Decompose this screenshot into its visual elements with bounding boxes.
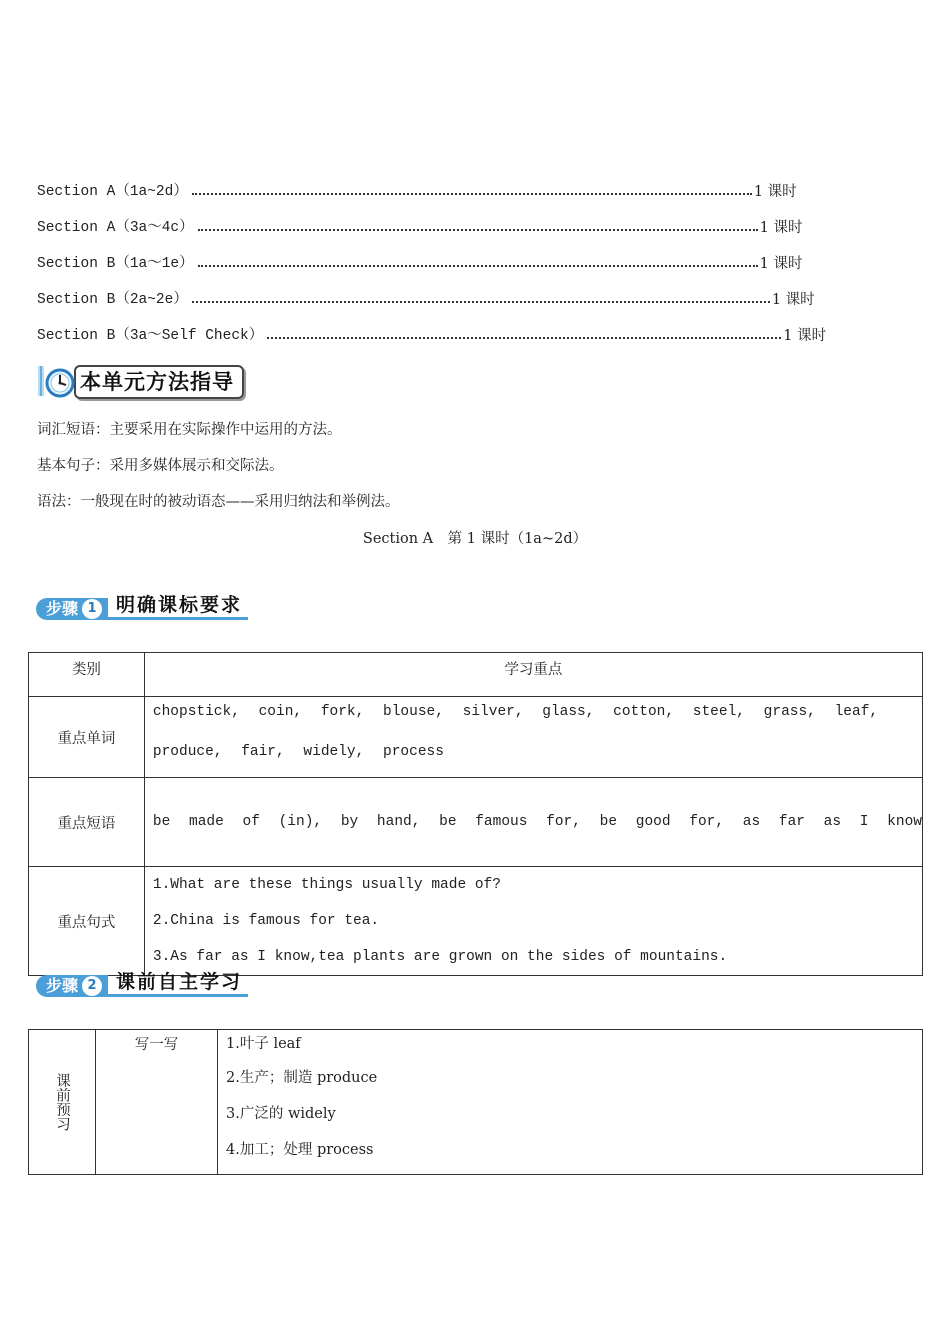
step-number: 1 bbox=[82, 599, 102, 619]
table-row bbox=[29, 697, 923, 778]
preview-table bbox=[28, 1029, 923, 1175]
schedule-line bbox=[37, 182, 797, 202]
leader-dots bbox=[192, 193, 752, 195]
schedule-label: Section A（1a~2d） bbox=[37, 184, 188, 200]
leader-dots bbox=[192, 301, 770, 303]
schedule-line bbox=[37, 218, 802, 238]
step-badge bbox=[36, 975, 108, 997]
row-text: be made of (in), by hand, be famous for, be good for, as far as I know bbox=[152, 814, 922, 830]
header-category: 类别 bbox=[29, 653, 145, 697]
schedule-label: Section B（1a～1e） bbox=[37, 256, 194, 272]
step1-banner bbox=[36, 594, 248, 620]
row-category: 重点句式 bbox=[29, 867, 145, 976]
schedule-hours: 1 课时 bbox=[771, 292, 815, 308]
row-category: 重点短语 bbox=[29, 778, 145, 867]
row-text: 1.What are these things usually made of? bbox=[152, 877, 501, 893]
method-title: 本单元方法指导 bbox=[74, 365, 244, 399]
lesson-title: Section A 第 1 课时（1a~2d） bbox=[362, 531, 588, 547]
schedule-line bbox=[37, 290, 815, 310]
preview-item: 3.广泛的 widely bbox=[226, 1106, 336, 1122]
row-text: 2.China is famous for tea. bbox=[152, 913, 380, 929]
leader-dots bbox=[198, 265, 758, 267]
step-number: 2 bbox=[82, 976, 102, 996]
table-header-row bbox=[29, 653, 923, 697]
table-row bbox=[29, 867, 923, 976]
leader-dots bbox=[267, 337, 781, 339]
step-title: 课前自主学习 bbox=[108, 970, 248, 997]
schedule-line bbox=[37, 326, 826, 346]
objectives-table bbox=[28, 652, 923, 976]
schedule-hours: 1 课时 bbox=[753, 184, 797, 200]
row-text: chopstick, coin, fork, blouse, silver, glass, cotton, steel, grass, leaf, bbox=[152, 704, 879, 720]
method-item: 基本句子：采用多媒体展示和交际法。 bbox=[37, 458, 284, 474]
step-badge bbox=[36, 598, 108, 620]
method-item: 语法：一般现在时的被动语态——采用归纳法和举例法。 bbox=[37, 494, 400, 510]
schedule-label: Section B（3a～Self Check） bbox=[37, 328, 264, 344]
preview-item: 1.叶子 leaf bbox=[226, 1036, 301, 1052]
step-label: 步骤 bbox=[46, 599, 79, 618]
method-banner bbox=[36, 364, 244, 400]
clock-icon bbox=[36, 364, 76, 400]
header-focus: 学习重点 bbox=[144, 653, 922, 697]
schedule-hours: 1 课时 bbox=[783, 328, 827, 344]
row-text: produce, fair, widely, process bbox=[152, 744, 444, 760]
preview-item: 2.生产；制造 produce bbox=[226, 1070, 378, 1086]
step2-banner bbox=[36, 971, 248, 997]
schedule-label: Section B（2a~2e） bbox=[37, 292, 188, 308]
schedule-hours: 1 课时 bbox=[759, 256, 803, 272]
sub-label: 写一写 bbox=[134, 1037, 179, 1053]
row-text: 3.As far as I know,tea plants are grown on the sides of mountains. bbox=[152, 949, 728, 965]
preview-item: 4.加工；处理 process bbox=[226, 1142, 374, 1158]
schedule-hours: 1 课时 bbox=[759, 220, 803, 236]
side-label: 课前预习 bbox=[54, 1073, 70, 1131]
leader-dots bbox=[198, 229, 758, 231]
schedule-line bbox=[37, 254, 802, 274]
row-category: 重点单词 bbox=[29, 697, 145, 778]
step-label: 步骤 bbox=[46, 976, 79, 995]
method-item: 词汇短语：主要采用在实际操作中运用的方法。 bbox=[37, 422, 342, 438]
schedule-label: Section A（3a～4c） bbox=[37, 220, 194, 236]
table-row bbox=[29, 778, 923, 867]
table-row bbox=[29, 1030, 923, 1175]
step-title: 明确课标要求 bbox=[108, 593, 248, 620]
